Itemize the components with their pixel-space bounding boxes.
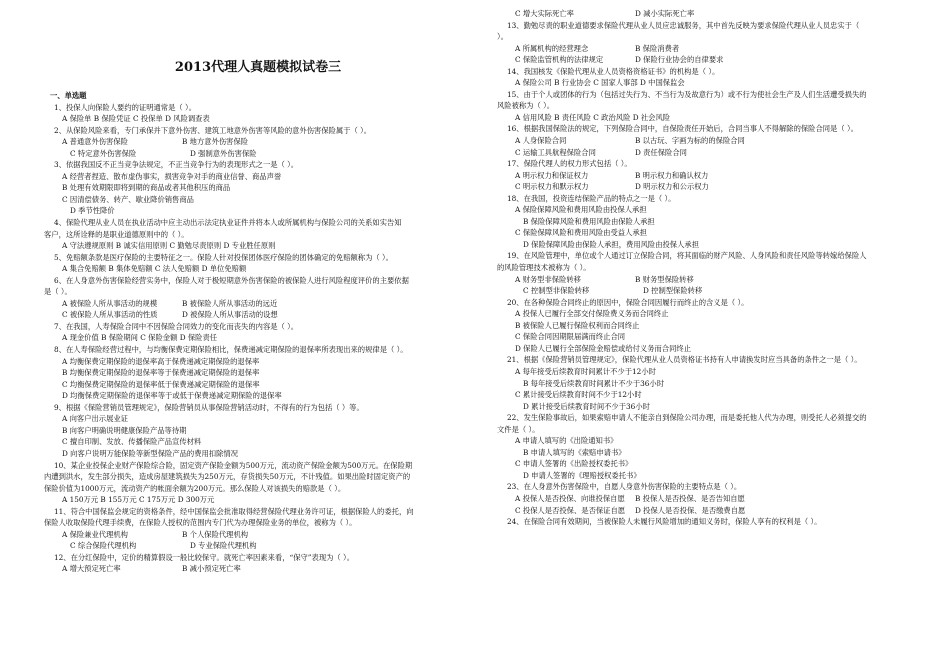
question-text: 24、在保险合同有效期间，当被保险人未履行风险增加的通知义务时，保险人享有的权利是（ ）。 — [507, 517, 822, 527]
option-item: A 增大预定死亡率 — [62, 564, 121, 574]
answer-options: C 擅自印制、发放、传播保险产品宣传材料 — [62, 437, 202, 447]
left-question-list — [44, 102, 472, 575]
answer-options: A 经营者捏造、散布虚伪事实，损害竞争对手的商业信誉、商品声誉 — [62, 171, 282, 181]
answer-options: A 申请人填写的《出险通知书》 — [515, 436, 618, 446]
answer-options — [497, 54, 917, 66]
answer-options — [497, 170, 917, 182]
answer-options: D 保险人已履行全部保险金赔偿或给付义务而合同终止 — [515, 343, 691, 353]
question-text-continued: 文件是（ ）。 — [497, 424, 540, 434]
option-item: A 明示权力和保证权力 — [515, 170, 589, 180]
answer-options — [44, 563, 472, 575]
answer-options: A 保险公司 B 行业协会 C 国家人事部 D 中国保监会 — [515, 78, 685, 88]
answer-options: C 累计接受后续教育时间不少于12小时 — [515, 390, 642, 400]
option-item: C 投保人是否投保、是否保证自愿 — [515, 505, 626, 515]
answer-options — [44, 136, 472, 148]
option-item: B 保险消费者 — [635, 43, 680, 53]
question-text: 5、免赔额条款是医疗保险的主要特征之一。保险人针对投保团体医疗保险的团体确定的免赔额称为（ ）。 — [54, 252, 393, 262]
answer-options: B 保险保障风险和费用风险由保险人承担 — [523, 216, 655, 226]
question-text-continued: ）。 — [497, 32, 508, 42]
answer-options: C 因清偿债务、转产、歇业降价销售商品 — [62, 194, 194, 204]
option-item: C 明示权力和默示权力 — [515, 182, 589, 192]
question-text: 20、在各种保险合同终止的原因中，保险合同因履行而终止的含义是（ ）。 — [507, 297, 749, 307]
question-text: 9、根据《保险营销员管理规定》，保险营销员从事保险营销活动时，不得有的行为包括（ ）等。 — [54, 402, 364, 412]
option-item: C 被保险人所从事活动的性质 — [62, 310, 158, 320]
answer-options — [497, 274, 917, 286]
option-item: D 强制意外伤害保险 — [190, 148, 257, 158]
option-item: B 被保险人所从事活动的远近 — [182, 298, 278, 308]
question-text: 3、依据我国反不正当竞争法规定，不正当竞争行为的表现形式之一是（ ）。 — [54, 160, 299, 170]
answer-options: A 向客户出示展业证 — [62, 414, 128, 424]
option-item: B 明示权力和确认权力 — [635, 170, 709, 180]
answer-options: B 申请人填写的《索赔申请书》 — [523, 447, 626, 457]
answer-options: C 保险保障风险和费用风险由受益人承担 — [515, 228, 647, 238]
answer-options — [497, 493, 917, 505]
question-text: 11、符合中国保监会规定的资格条件，经中国保监会批准取得经营保险代理业务许可证，根据保险人的委托，向 — [54, 506, 414, 516]
question-text: 15、由于个人或团体的行为（包括过失行为、不当行为及故意行为）或不行为使社会生产及人们生活遭受损失的 — [507, 89, 867, 99]
option-item: A 普通意外伤害保险 — [62, 137, 128, 147]
question-text: 14、我国核发《保险代理从业人员资格资格证书》的机构是（ ）。 — [507, 66, 720, 76]
option-item: B 地方意外伤害保险 — [182, 137, 249, 147]
answer-options — [497, 8, 917, 20]
answer-options: A 信用风险 B 责任风险 C 政治风险 D 社会风险 — [515, 112, 671, 122]
option-item: C 保险监管机构的法律规定 — [515, 55, 604, 65]
question-text: 6、在人身意外伤害保险经营实务中，保险人对于极短期意外伤害保险的被保险人进行风险程度评价的主要依据 — [54, 275, 409, 285]
answer-options: A 保险保障风险和费用风险由投保人承担 — [515, 205, 647, 215]
question-text-continued: 是（ ）。 — [44, 287, 72, 297]
answer-options: C 均衡保费定期保险的退保率低于保费递减定期保险的退保率 — [62, 379, 260, 389]
answer-options: A 保险单 B 保险凭证 C 投保单 D 风险调查表 — [62, 114, 210, 124]
option-item: C 特定意外伤害保险 — [70, 148, 137, 158]
option-item: D 保险行业协会的自律要求 — [635, 55, 724, 65]
option-item: C 运输工具航程保险合同 — [515, 147, 596, 157]
option-item: A 人身保险合同 — [515, 136, 567, 146]
section-heading: 一、单选题 — [50, 91, 87, 100]
option-item: C 综合保险代理机构 — [70, 541, 137, 551]
answer-options — [497, 43, 917, 55]
question-text-continued: 风险被称为（ ）。 — [497, 101, 555, 111]
option-item: D 明示权力和公示权力 — [635, 182, 709, 192]
answer-options — [497, 135, 917, 147]
answer-options — [497, 181, 917, 193]
question-text: 18、在我国，投资连结保险产品的特点之一是（ ）。 — [507, 193, 676, 203]
question-text-continued: 保险价值为1000万元，流动资产的帐面余额为200万元。那么保险人对该损失的赔款是（ ）。 — [44, 483, 346, 493]
answer-options: B 被保险人已履行保险权利而合同终止 — [515, 320, 640, 330]
answer-options — [44, 309, 472, 321]
option-item: A 保险兼业代理机构 — [62, 529, 128, 539]
question-text: 8、在人寿保险经营过程中，与均衡保费定期保险相比，保费递减定期保险的退保率所表现出来的规律是（ ）。 — [54, 345, 408, 355]
answer-options: A 投保人已履行全部交付保险费义务而合同终止 — [515, 309, 669, 319]
option-item: A 被保险人所从事活动的规模 — [62, 298, 158, 308]
answer-options — [497, 147, 917, 159]
question-text-continued: 的风险管理技术被称为（ ）。 — [497, 263, 591, 273]
option-item: A 财务型非保险转移 — [515, 274, 581, 284]
answer-options — [497, 285, 917, 297]
answer-options: A 均衡保费定期保险的退保率高于保费递减定期保险的退保率 — [62, 356, 260, 366]
answer-options: B 均衡保费定期保险的退保率等于保费递减定期保险的退保率 — [62, 368, 260, 378]
question-text: 19、在风险管理中，单位或个人通过订立保险合同，将其面临的财产风险、人身风险和责任风险等转嫁给保险人 — [507, 251, 867, 261]
answer-options: D 均衡保费定期保险的退保率等于或低于保费递减定期保险的退保率 — [62, 391, 282, 401]
question-text: 4、保险代理从业人员在执业活动中应主动出示法定执业证件并将本人或所属机构与保险公司的关系如实告知 — [54, 218, 402, 228]
option-item: D 投保人是否投保、是否缴费自愿 — [635, 505, 746, 515]
answer-options: B 每年接受后续教育时间累计不少于36小时 — [523, 378, 665, 388]
question-text: 7、在我国，人寿保险合同中不因保险合同效力的变化而丧失的内容是（ ）。 — [54, 321, 299, 331]
option-item: B 个人保险代理机构 — [182, 529, 249, 539]
option-item: C 控制型非保险转移 — [523, 286, 590, 296]
answer-options — [44, 529, 472, 541]
answer-options: A 150万元 B 155万元 C 175万元 D 300万元 — [62, 495, 215, 505]
option-item: C 增大实际死亡率 — [515, 9, 574, 18]
question-text: 21、根据《保险营销员管理规定》，保险代理从业人员资格证书持有人申请换发时应当具备的条件之一是（ ）。 — [507, 355, 862, 365]
answer-options: D 季节性降价 — [70, 206, 115, 216]
question-text-continued: 保险人收取保险代理手续费，在保险人授权的范围内专门代为办理保险业务的单位，被称为（ ）。 — [44, 518, 357, 528]
question-text: 13、勤勉尽责的职业道德要求保险代理从业人员应忠诚服务，其中首先反映为要求保险代理从业人员忠实于（ — [507, 20, 860, 30]
option-item: D 专业保险代理机构 — [190, 541, 257, 551]
question-text: 17、保险代理人的权力形式包括（ ）。 — [507, 159, 632, 169]
option-item: A 投保人是否投保、向谁投保自愿 — [515, 493, 625, 503]
option-item: D 控制型保险转移 — [643, 286, 703, 296]
answer-options: B 向客户明确说明健康保险产品等待期 — [62, 425, 187, 435]
question-text: 2、从保险风险来看，专门承保并下意外伤害、建筑工地意外伤害等风险的意外伤害保险属于（ ）。 — [54, 125, 372, 135]
question-text: 1、投保人向保险人要约的证明通常是（ ）。 — [54, 102, 196, 112]
option-item: B 以古玩、字画为标的的保险合同 — [635, 136, 745, 146]
left-column — [44, 40, 472, 575]
answer-options — [44, 148, 472, 160]
question-text: 12、在分红保险中，定价的精算假设一般比较保守。就死亡率因素来看，“保守”表现为（ ）。 — [54, 552, 354, 562]
answer-options — [44, 540, 472, 552]
question-text-continued: 内遭到洪水，发生部分损失，造成房屋建筑损失为250万元，存货损失50万元，不计残值。如果出险时固定资产的 — [44, 472, 411, 482]
option-item: D 责任保险合同 — [635, 147, 687, 157]
option-item: D 被保险人所从事活动的设想 — [182, 310, 278, 320]
option-item: D 减小实际死亡率 — [635, 9, 695, 18]
answer-options: B 处理有效期限即将到期的商品或者其他积压的商品 — [62, 183, 231, 193]
answer-options: D 保险保障风险由保险人承担，费用风险由投保人承担 — [523, 239, 699, 249]
right-question-list — [497, 8, 917, 528]
answer-options: D 申请人签署的《理赔授权委托书》 — [523, 470, 641, 480]
answer-options: A 守法遵规原则 B 诚实信用原则 C 勤勉尽责原则 D 专业胜任原则 — [62, 241, 276, 251]
answer-options: D 向客户说明万能保险等新型保险产品的费用扣除情况 — [62, 448, 238, 458]
answer-options: C 保险合同因期限届满而终止合同 — [515, 332, 626, 342]
option-item: B 财务型保险转移 — [635, 274, 694, 284]
question-text: 10、某企业投保企业财产保险综合险，固定资产保险金额为500万元，流动资产保险金额为500万元。在保险期 — [54, 460, 413, 470]
page-title: 2013代理人真题模拟试卷三 — [174, 60, 342, 75]
answer-options: C 申请人签署的《出险授权委托书》 — [515, 459, 633, 469]
question-text: 23、在人身意外伤害保险中，自愿人身意外伤害保险的主要特点是（ ）。 — [507, 482, 742, 492]
question-text: 16、根据我国保险法的规定，下列保险合同中，自保险责任开始后，合同当事人不得解除的保险合同是（ ）。 — [507, 124, 858, 134]
question-text: 22、发生保险事故后，如果索赔申请人不能亲自到保险公司办理，而是委托他人代为办理，则受托人必须提交的 — [507, 413, 867, 423]
question-text-continued: 客户，这所诠释的是职业道德原则中的（ ）。 — [44, 229, 189, 239]
answer-options: A 每年接受后续教育时间累计不少于12小时 — [515, 366, 656, 376]
answer-options — [44, 298, 472, 310]
answer-options: A 集合免赔额 B 集体免赔额 C 法人免赔额 D 单位免赔额 — [62, 264, 247, 274]
answer-options: D 累计接受后续教育时间不少于36小时 — [523, 401, 650, 411]
option-item: B 投保人是否投保、是否告知自愿 — [635, 493, 745, 503]
option-item: A 所属机构的经营理念 — [515, 43, 589, 53]
answer-options: A 现金价值 B 保险期间 C 保险金额 D 保险责任 — [62, 333, 218, 343]
option-item: B 减小预定死亡率 — [182, 564, 241, 574]
answer-options — [497, 505, 917, 517]
right-column — [497, 8, 917, 528]
